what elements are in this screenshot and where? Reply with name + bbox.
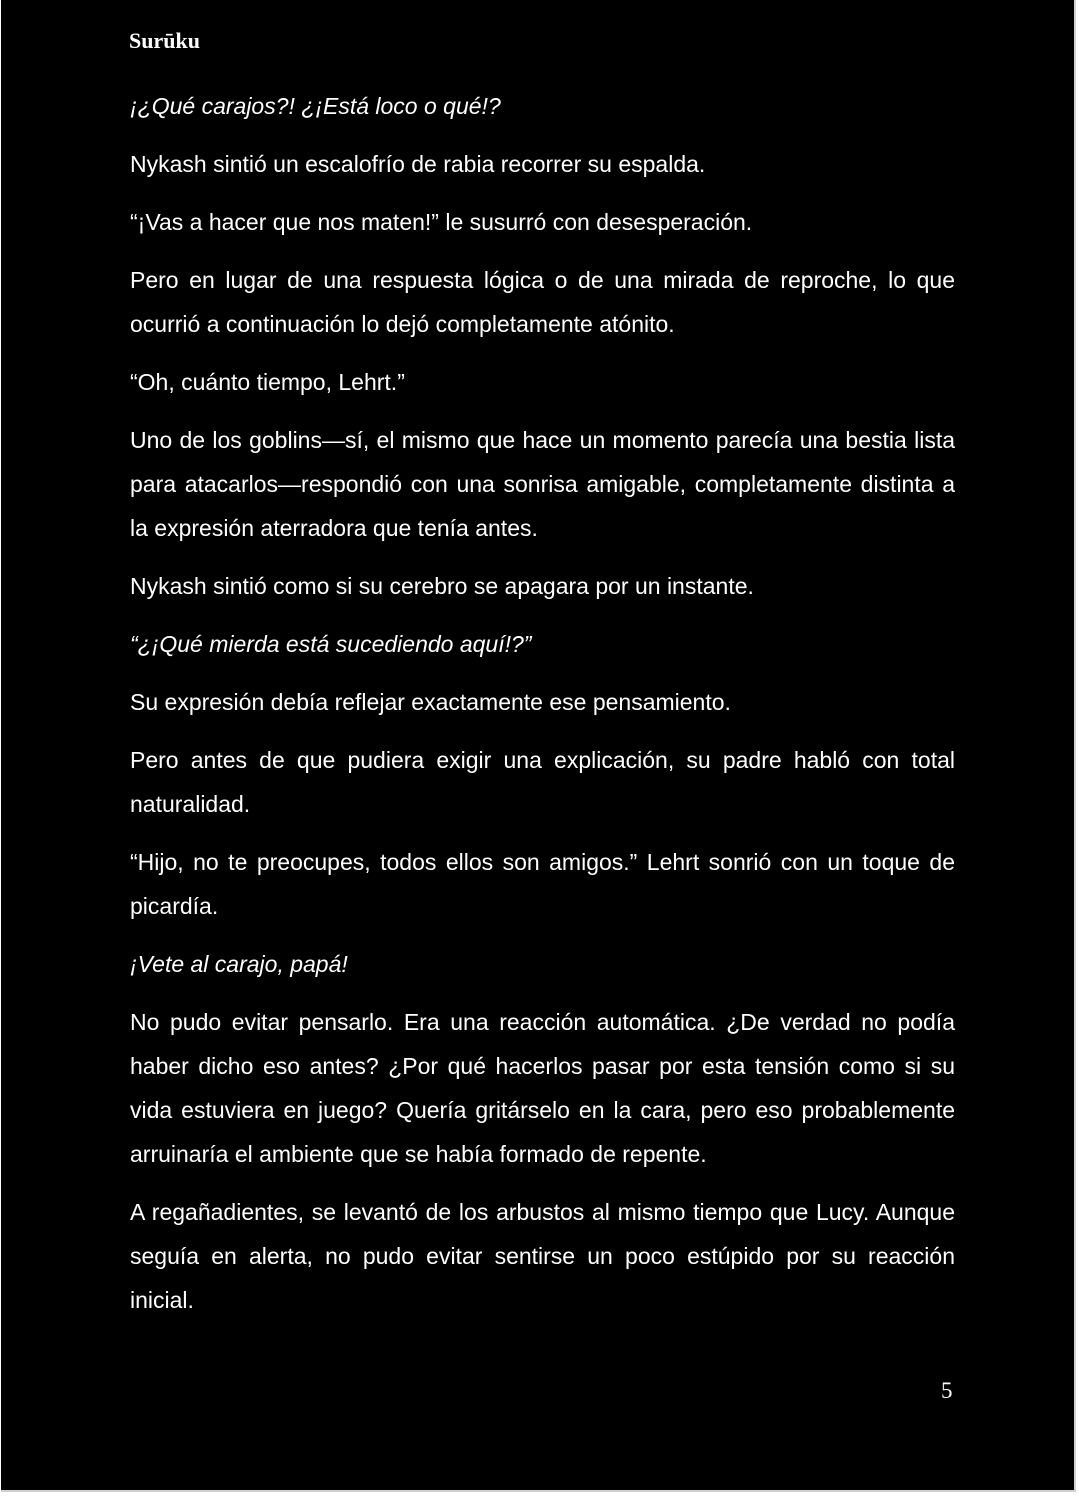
paragraph: Nykash sintió un escalofrío de rabia recorrer su espalda. xyxy=(130,151,706,177)
paragraph: “Hijo, no te preocupes, todos ellos son amigos.” Lehrt sonrió con un toque de picardía. xyxy=(130,849,955,919)
paragraph: ¡¿Qué carajos?! ¿¡Está loco o qué!? xyxy=(130,93,501,119)
paragraph: No pudo evitar pensarlo. Era una reacción automática. ¿De verdad no podía haber dicho eso antes? ¿Por qué hacerlos pasar por esta tensión como si su vida estuviera en juego? Quería gritárselo en la cara, pero eso probablemente arruinaría el ambiente que se había formado de repente. xyxy=(130,1009,955,1167)
paragraph: Uno de los goblins—sí, el mismo que hace un momento parecía una bestia lista para atacarlos—respondió con una sonrisa amigable, completamente distinta a la expresión aterradora que tenía antes. xyxy=(130,427,955,541)
document-page xyxy=(1,0,1076,1492)
paragraph: Su expresión debía reflejar exactamente ese pensamiento. xyxy=(130,689,731,715)
paragraph: A regañadientes, se levantó de los arbustos al mismo tiempo que Lucy. Aunque seguía en alerta, no pudo evitar sentirse un poco estúpido por su reacción inicial. xyxy=(130,1199,955,1313)
body-text xyxy=(130,84,955,1336)
paragraph: Pero en lugar de una respuesta lógica o de una mirada de reproche, lo que ocurrió a continuación lo dejó completamente atónito. xyxy=(130,267,955,337)
paragraph: “¿¡Qué mierda está sucediendo aquí!?” xyxy=(130,631,532,657)
page-number: 5 xyxy=(941,1378,953,1403)
paragraph: Nykash sintió como si su cerebro se apagara por un instante. xyxy=(130,573,754,599)
paragraph: “Oh, cuánto tiempo, Lehrt.” xyxy=(130,369,405,395)
paragraph: Pero antes de que pudiera exigir una explicación, su padre habló con total naturalidad. xyxy=(130,747,955,817)
paragraph: “¡Vas a hacer que nos maten!” le susurró con desesperación. xyxy=(130,209,753,235)
paragraph: ¡Vete al carajo, papá! xyxy=(130,951,348,977)
running-header-title: Surūku xyxy=(129,28,200,53)
